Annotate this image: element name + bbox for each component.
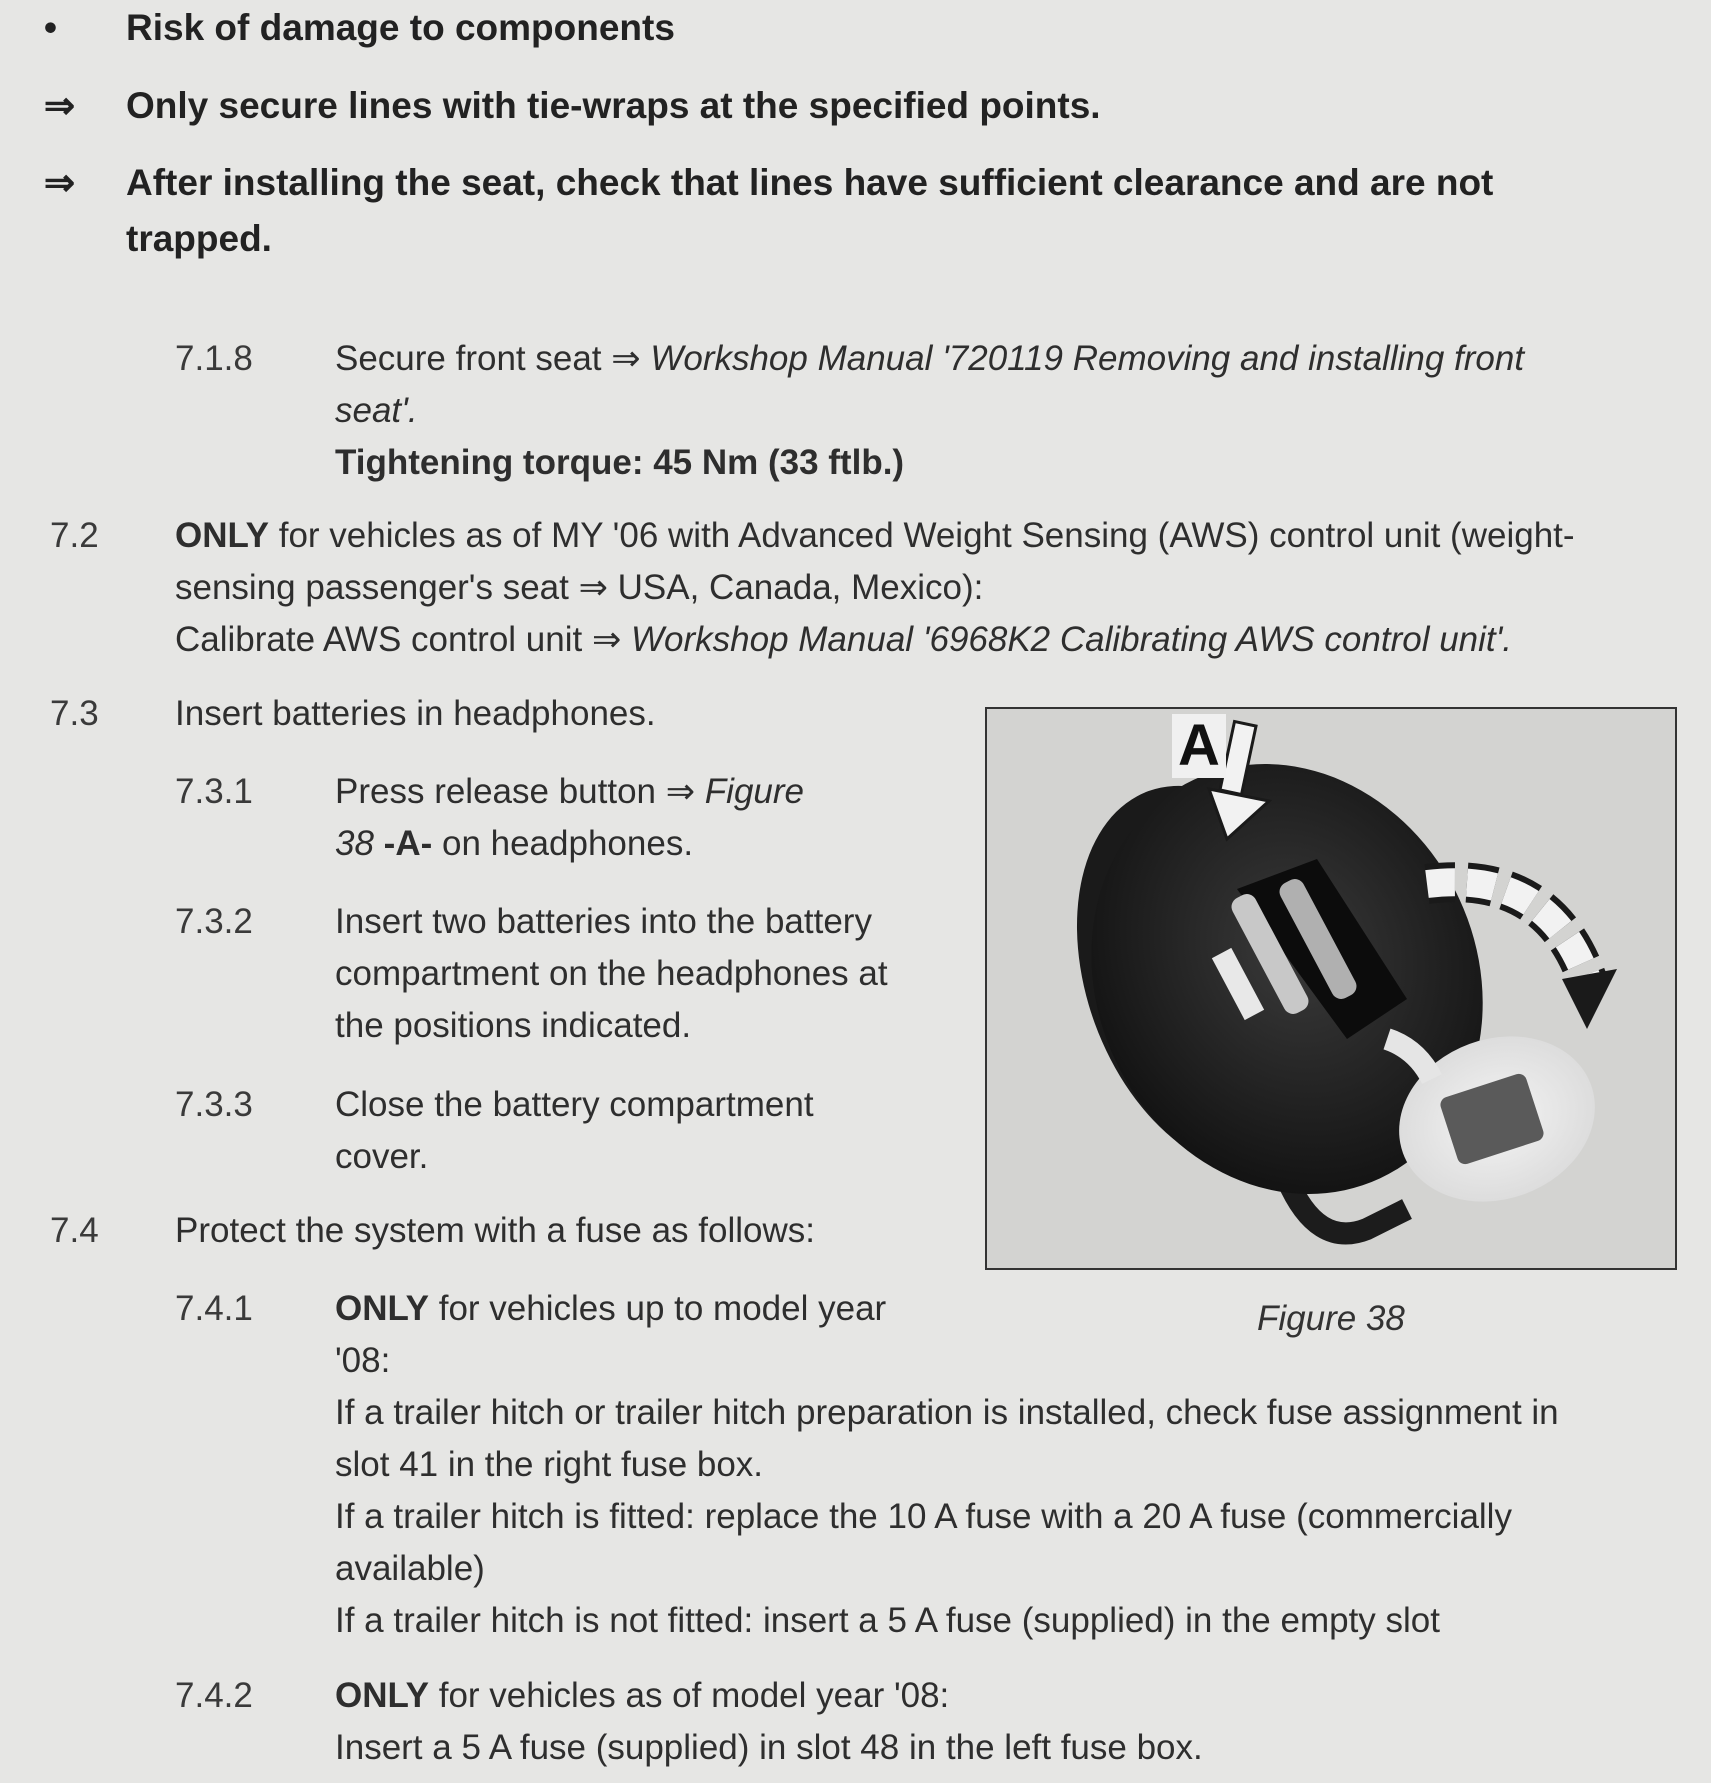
- step-7-4-1-line-5: If a trailer hitch is fitted: replace the 10 A fuse with a 20 A fuse (commercially: [335, 1497, 1512, 1536]
- warning-line-2b: trapped.: [126, 218, 272, 259]
- step-text: Calibrate AWS control unit ⇒: [175, 620, 631, 659]
- step-7-4-1-line-2: '08:: [335, 1341, 391, 1380]
- warning-line-1: Only secure lines with tie-wraps at the specified points.: [126, 85, 1101, 126]
- step-number: 7.3: [50, 694, 99, 733]
- step-7-3-1-line-2: [335, 818, 955, 870]
- step-7-3: Insert batteries in headphones.: [175, 694, 656, 733]
- step-7-3-3: [335, 1079, 955, 1183]
- workshop-manual-link-cont[interactable]: seat'.: [335, 391, 418, 430]
- figure-link[interactable]: Figure: [704, 772, 805, 811]
- step-text: for vehicles up to model year: [429, 1289, 887, 1328]
- warning-line-2a: After installing the seat, check that lines have sufficient clearance and are not: [126, 162, 1494, 203]
- step-text: Secure front seat ⇒: [335, 339, 651, 378]
- headphone-illustration: [987, 709, 1677, 1270]
- step-7-3-1-line-1: [335, 766, 955, 818]
- step-text: Press release button ⇒: [335, 772, 705, 811]
- step-7-2: [175, 510, 1675, 666]
- step-number: 7.4.2: [175, 1676, 253, 1715]
- figure-38-image: [985, 707, 1677, 1270]
- arrow-icon: ⇒: [44, 85, 76, 126]
- step-7-3-2-line-2: compartment on the headphones at: [335, 954, 888, 993]
- workshop-manual-link[interactable]: Workshop Manual '720119 Removing and installing front: [650, 339, 1525, 378]
- callout-a-label: A: [1172, 714, 1226, 778]
- only-label: ONLY: [335, 1289, 430, 1328]
- step-7-4-1-line-6: available): [335, 1549, 485, 1588]
- workshop-manual-link[interactable]: Workshop Manual '6968K2 Calibrating AWS control unit'.: [631, 620, 1513, 659]
- step-7-3-3-line-1: Close the battery compartment: [335, 1085, 814, 1124]
- step-number: 7.3.3: [175, 1085, 253, 1124]
- step-7-4-1-line-7: If a trailer hitch is not fitted: insert a 5 A fuse (supplied) in the empty slot: [335, 1601, 1440, 1640]
- bullet-icon: •: [44, 7, 57, 48]
- step-7-3-3-line-2: cover.: [335, 1137, 429, 1176]
- step-7-3-1: [335, 766, 955, 870]
- only-label: ONLY: [175, 516, 270, 555]
- step-number: 7.3.2: [175, 902, 253, 941]
- step-number: 7.4.1: [175, 1289, 253, 1328]
- step-7-1-8-line-1: [335, 333, 1635, 385]
- step-7-4-2-line-2: Insert a 5 A fuse (supplied) in slot 48 in the left fuse box.: [335, 1728, 1203, 1767]
- step-number: 7.4: [50, 1211, 99, 1250]
- step-7-4-2: [335, 1670, 1685, 1774]
- figure-link[interactable]: 38: [335, 824, 374, 863]
- step-7-3-2: [335, 896, 955, 1052]
- step-7-1-8: [335, 333, 1635, 489]
- step-text: for vehicles as of model year '08:: [429, 1676, 950, 1715]
- tightening-torque: Tightening torque: 45 Nm (33 ftlb.): [335, 443, 905, 482]
- step-text: for vehicles as of MY '06 with Advanced Weight Sensing (AWS) control unit (weight-: [269, 516, 1575, 555]
- step-7-4-1: [335, 1283, 1685, 1647]
- step-7-4: Protect the system with a fuse as follows:: [175, 1211, 815, 1250]
- step-7-4-2-line-1: [335, 1670, 1685, 1722]
- step-7-2-line-2: sensing passenger's seat ⇒ USA, Canada, Mexico):: [175, 568, 984, 607]
- warning-line-2: [126, 155, 1626, 267]
- step-text: on headphones.: [432, 824, 694, 863]
- step-7-4-1-line-3: If a trailer hitch or trailer hitch preparation is installed, check fuse assignment in: [335, 1393, 1559, 1432]
- step-number: 7.2: [50, 516, 99, 555]
- step-number: 7.3.1: [175, 772, 253, 811]
- step-7-3-2-line-3: the positions indicated.: [335, 1006, 692, 1045]
- step-7-4-1-line-4: slot 41 in the right fuse box.: [335, 1445, 764, 1484]
- step-7-2-line-3: [175, 614, 1675, 666]
- arrow-icon: ⇒: [44, 162, 76, 203]
- warning-title: Risk of damage to components: [126, 7, 675, 48]
- figure-caption: Figure 38: [1257, 1299, 1405, 1338]
- step-7-3-2-line-1: Insert two batteries into the battery: [335, 902, 872, 941]
- step-number: 7.1.8: [175, 339, 253, 378]
- step-7-4-1-line-1: [335, 1283, 1685, 1335]
- only-label: ONLY: [335, 1676, 430, 1715]
- callout-label: -A-: [373, 824, 433, 863]
- step-7-2-line-1: [175, 510, 1675, 562]
